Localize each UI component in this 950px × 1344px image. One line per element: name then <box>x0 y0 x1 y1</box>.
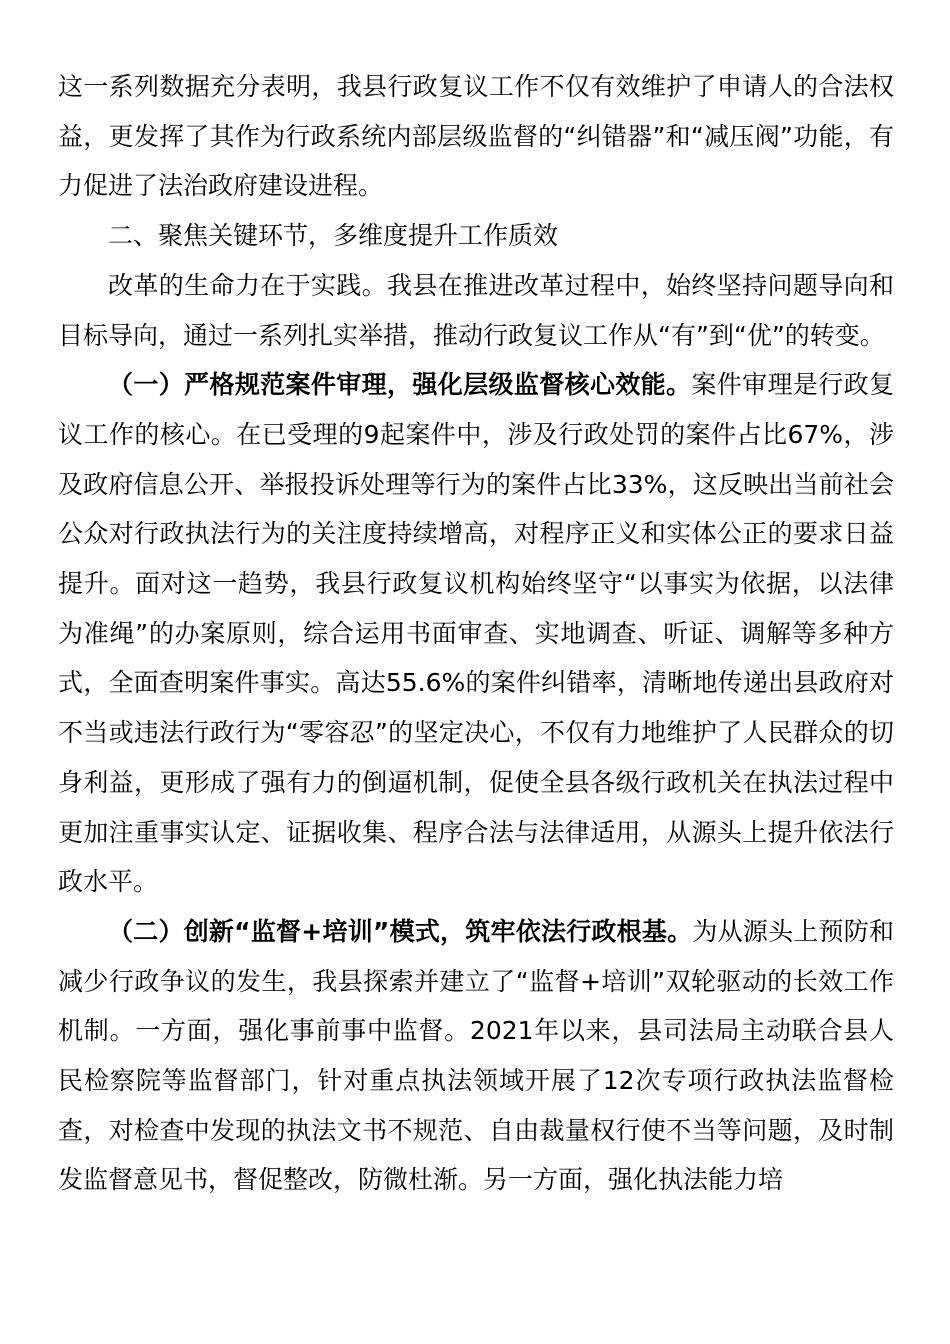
subheading-case-review: （一）严格规范案件审理，强化层级监督核心效能。 <box>108 370 692 400</box>
paragraph-intro: 改革的生命力在于实践。我县在推进改革过程中，始终坚持问题导向和目标导向，通过一系列扎实举措，推动行政复议工作从“有”到“优”的转变。 <box>58 270 894 350</box>
paragraph-supervision-training <box>58 907 894 1205</box>
document-page <box>58 62 894 1205</box>
paragraph-conclusion: 这一系列数据充分表明，我县行政复议工作不仅有效维护了申请人的合法权益，更发挥了其作为行政系统内部层级监督的“纠错器”和“减压阀”功能，有力促进了法治政府建设进程。 <box>58 72 894 201</box>
section-heading-2: 二、聚焦关键环节，多维度提升工作质效 <box>108 221 559 251</box>
subheading-supervision-training: （二）创新“监督+培训”模式，筑牢依法行政根基。 <box>108 916 693 946</box>
paragraph-supervision-training-text: 为从源头上预防和减少行政争议的发生，我县探索并建立了“监督+培训”双轮驱动的长效工作机制。一方面，强化事前事中监督。2021年以来，县司法局主动联合县人民检察院等监督部门，针对重点执法领域开展了12次专项行政执法监督检查，对检查中发现的执法文书不规范、自由裁量权行使不当等问题，及时制发监督意见书，督促整改，防微杜渐。另一方面，强化执法能力培 <box>58 916 894 1195</box>
paragraph-case-review <box>58 360 894 907</box>
paragraph-case-review-text: 案件审理是行政复议工作的核心。在已受理的9起案件中，涉及行政处罚的案件占比67%，涉及政府信息公开、举报投诉处理等行为的案件占比33%，这反映出当前社会公众对行政执法行为的关注度持续增高，对程序正义和实体公正的要求日益提升。面对这一趋势，我县行政复议机构始终坚守“以事实为依据，以法律为准绳”的办案原则，综合运用书面审查、实地调查、听证、调解等多种方式，全面查明案件事实。高达55.6%的案件纠错率，清晰地传递出县政府对不当或违法行政行为“零容忍”的坚定决心，不仅有力地维护了人民群众的切身利益，更形成了强有力的倒逼机制，促使全县各级行政机关在执法过程中更加注重事实认定、证据收集、程序合法与法律适用，从源头上提升依法行政水平。 <box>58 370 894 897</box>
